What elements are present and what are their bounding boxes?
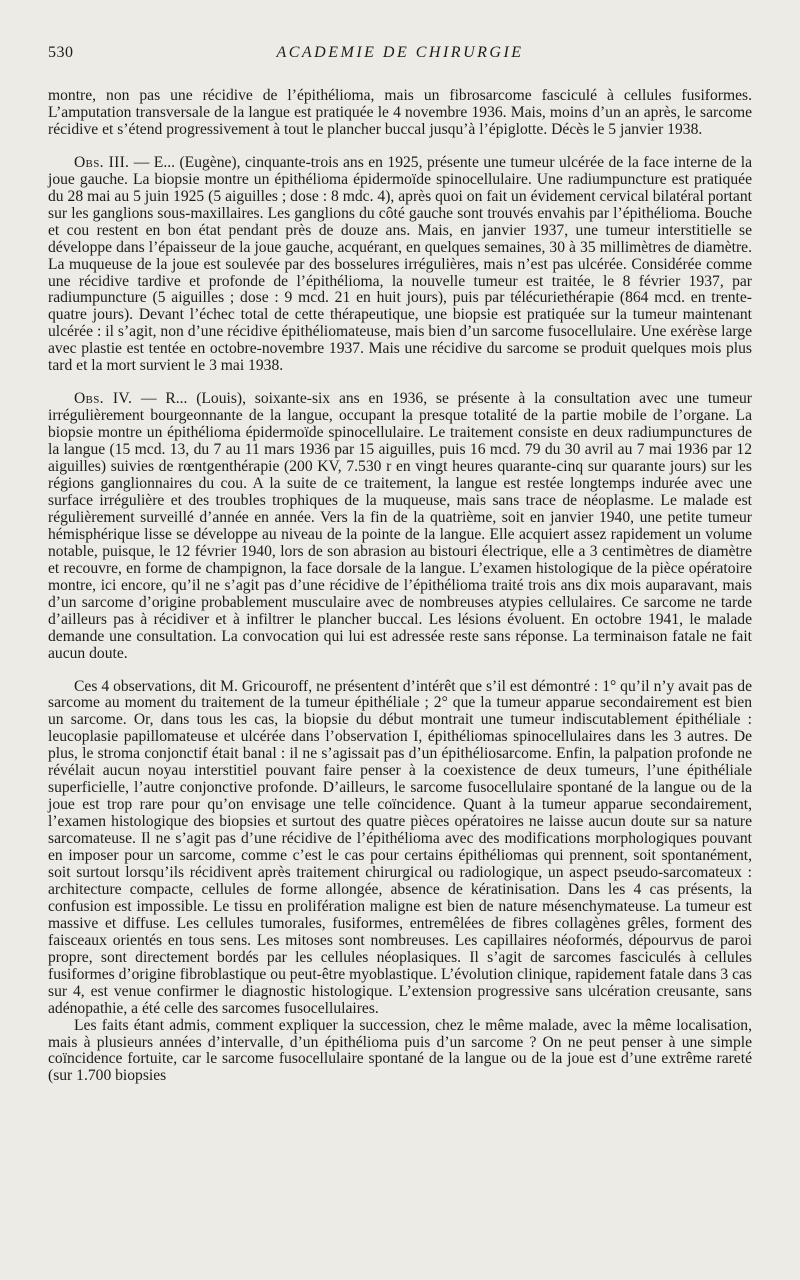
observation-3 [48,155,752,375]
page-number: 530 [48,44,74,61]
observation-text: — E... (Eugène), cinquante-trois ans en 1925, présente une tumeur ulcérée de la face interne de la joue gauche. La biopsie montre un épithélioma épidermoïde spinocellulaire. Une radiumpuncture est pratiquée du 28 mai au 5 juin 1925 (5 aiguilles ; dose : 8 mdc. 4), après quoi on fait un évidement cervical bilatéral portant sur les ganglions sous-maxillaires. Les ganglions du côté gauche sont trouvés envahis par l’épithélioma. Bouche et cou restent en bon état pendant près de douze ans. Mais, en janvier 1937, une tumeur interstitielle se développe dans l’épaisseur de la joue gauche, acquérant, en quelques semaines, 30 à 35 millimètres de diamètre. La muqueuse de la joue est soulevée par des bosselures irrégulières, mais n’est pas ulcérée. Considérée comme une récidive tardive et profonde de l’épithélioma, la nouvelle tumeur est traitée, le 8 février 1937, par radiumpuncture (5 aiguilles ; dose : 9 mcd. 21 en huit jours), puis par télécuriethérapie (864 mcd. en trente-quatre jours). Devant l’échec total de cette thérapeutique, une biopsie est pratiquée sur la tumeur maintenant ulcérée : il s’agit, non d’une récidive épithéliomateuse, mais bien d’un sarcome fusocellulaire. Une exérèse large avec plastie est tentée en octobre-novembre 1937. Mais une récidive du sarcome se produit quelques mois plus tard et la mort survient le 3 mai 1938. [48,153,752,375]
page-header [48,44,752,68]
paragraph-explanation: Les faits étant admis, comment expliquer la succession, chez le même malade, avec la même localisation, mais à plusieurs années d’intervalle, d’un épithélioma puis d’un sarcome ? On ne peut penser à une simple coïncidence fortuite, car le sarcome fusocellulaire spontané de la langue ou de la joue est d’une extrême rareté (sur 1.700 biopsies [48,1016,752,1085]
body-text [48,88,752,1085]
paragraph-discussion: Ces 4 observations, dit M. Gricouroff, ne présentent d’intérêt que s’il est démontré : 1° qu’il n’y avait pas de sarcome au moment du traitement de la tumeur épithéliale ; 2° que la tumeur apparue secondairement est bien un sarcome. Or, dans tous les cas, la biopsie du début montrait une tumeur indiscutablement épithéliale : leucoplasie papillomateuse et ulcérée dans l’observation I, épithéliomas spinocellulaires dans les 3 autres. De plus, le stroma conjonctif était banal : il ne s’agissait pas d’un épithéliosarcome. Enfin, la palpation profonde ne révélait aucun noyau interstitiel pouvant faire penser à la coexistence de deux tumeurs, l’une épithéliale superficielle, l’autre conjonctive profonde. D’ailleurs, le sarcome fusocellulaire spontané de la langue ou de la joue est trop rare pour qu’on envisage une telle coïncidence. Quant à la tumeur apparue secondairement, l’examen histologique des biopsies et surtout des quatre pièces opératoires ne laisse aucun doute sur sa nature sarcomateuse. Il ne s’agit pas d’une récidive de l’épithélioma avec des modifications morphologiques pouvant en imposer pour un sarcome, comme c’est le cas pour certains épithéliomas qui prennent, soit spontanément, soit surtout lorsqu’ils récidivent après traitement chirurgical ou radiologique, un aspect pseudo-sarcomateux : architecture compacte, cellules de forme allongée, absence de kératinisation. Dans les 4 cas présents, la confusion est impossible. Le tissu en prolifération maligne est bien de nature mésenchymateuse. La tumeur est massive et diffuse. Les cellules tumorales, fusiformes, entremêlées de fibres collagènes grêles, forment des faisceaux orientés en tous sens. Les mitoses sont nombreuses. Les capillaires néoformés, dépourvus de paroi propre, sont directement bordés par les cellules néoplasiques. Il s’agit de sarcomes fasciculés à cellules fusiformes d’origine fibroblastique ou peut-être myoblastique. L’évolution clinique, rapidement fatale dans 3 cas sur 4, est venue confirmer le diagnostic histologique. L’extension progressive sans ulcération creusante, sans adénopathie, a été celle des sarcomes fusocellulaires. [48,677,752,1017]
observation-label: Obs. III. [74,153,130,171]
running-head: ACADEMIE DE CHIRURGIE [276,44,524,61]
paragraph-continuation: montre, non pas une récidive de l’épithélioma, mais un fibrosarcome fasciculé à cellules fusiformes. L’amputation transversale de la langue est pratiquée le 4 novembre 1936. Mais, moins d’un an après, le sarcome récidive et s’étend progressivement à tout le plancher buccal jusqu’à l’épiglotte. Décès le 5 janvier 1938. [48,87,752,138]
observation-text: — R... (Louis), soixante-six ans en 1936, se présente à la consultation avec une tumeur irrégulièrement bourgeonnante de la langue, occupant la presque totalité de la partie mobile de l’organe. La biopsie montre un épithélioma épidermoïde spinocellulaire. Le traitement consiste en deux radiumpunctures de la langue (15 mcd. 13, du 7 au 11 mars 1936 par 15 aiguilles, puis 16 mcd. 79 du 30 avril au 7 mai 1936 par 12 aiguilles) suivies de rœntgenthérapie (200 KV, 7.530 r en vingt heures quarante-cinq sur quarante jours) sur les régions ganglionnaires du cou. A la suite de ce traitement, la langue est restée longtemps indurée avec une surface irrégulière et des troubles trophiques de la muqueuse, mais sans trace de néoplasme. Le malade est régulièrement surveillé d’année en année. Vers la fin de la quatrième, soit en janvier 1940, une petite tumeur hémisphérique lisse se développe au niveau de la pointe de la langue. Elle acquiert assez rapidement un volume notable, puisque, le 12 février 1940, lors de son abrasion au bistouri électrique, elle a 3 centimètres de diamètre et recouvre, en forme de champignon, la face dorsale de la langue. L’examen histologique de la pièce opératoire montre, ici encore, qu’il ne s’agit pas d’une récidive de l’épithélioma traité trois ans dix mois auparavant, mais d’un sarcome d’origine probablement musculaire avec de nombreuses atypies cellulaires. Ce sarcome ne tarde d’ailleurs pas à récidiver et à infiltrer le plancher buccal. Les lésions évoluent. En octobre 1941, le malade demande une consultation. La convocation qui lui est adressée reste sans réponse. La terminaison fatale ne fait aucun doute. [48,390,752,662]
observation-4 [48,391,752,662]
observation-label: Obs. IV. [74,390,133,408]
